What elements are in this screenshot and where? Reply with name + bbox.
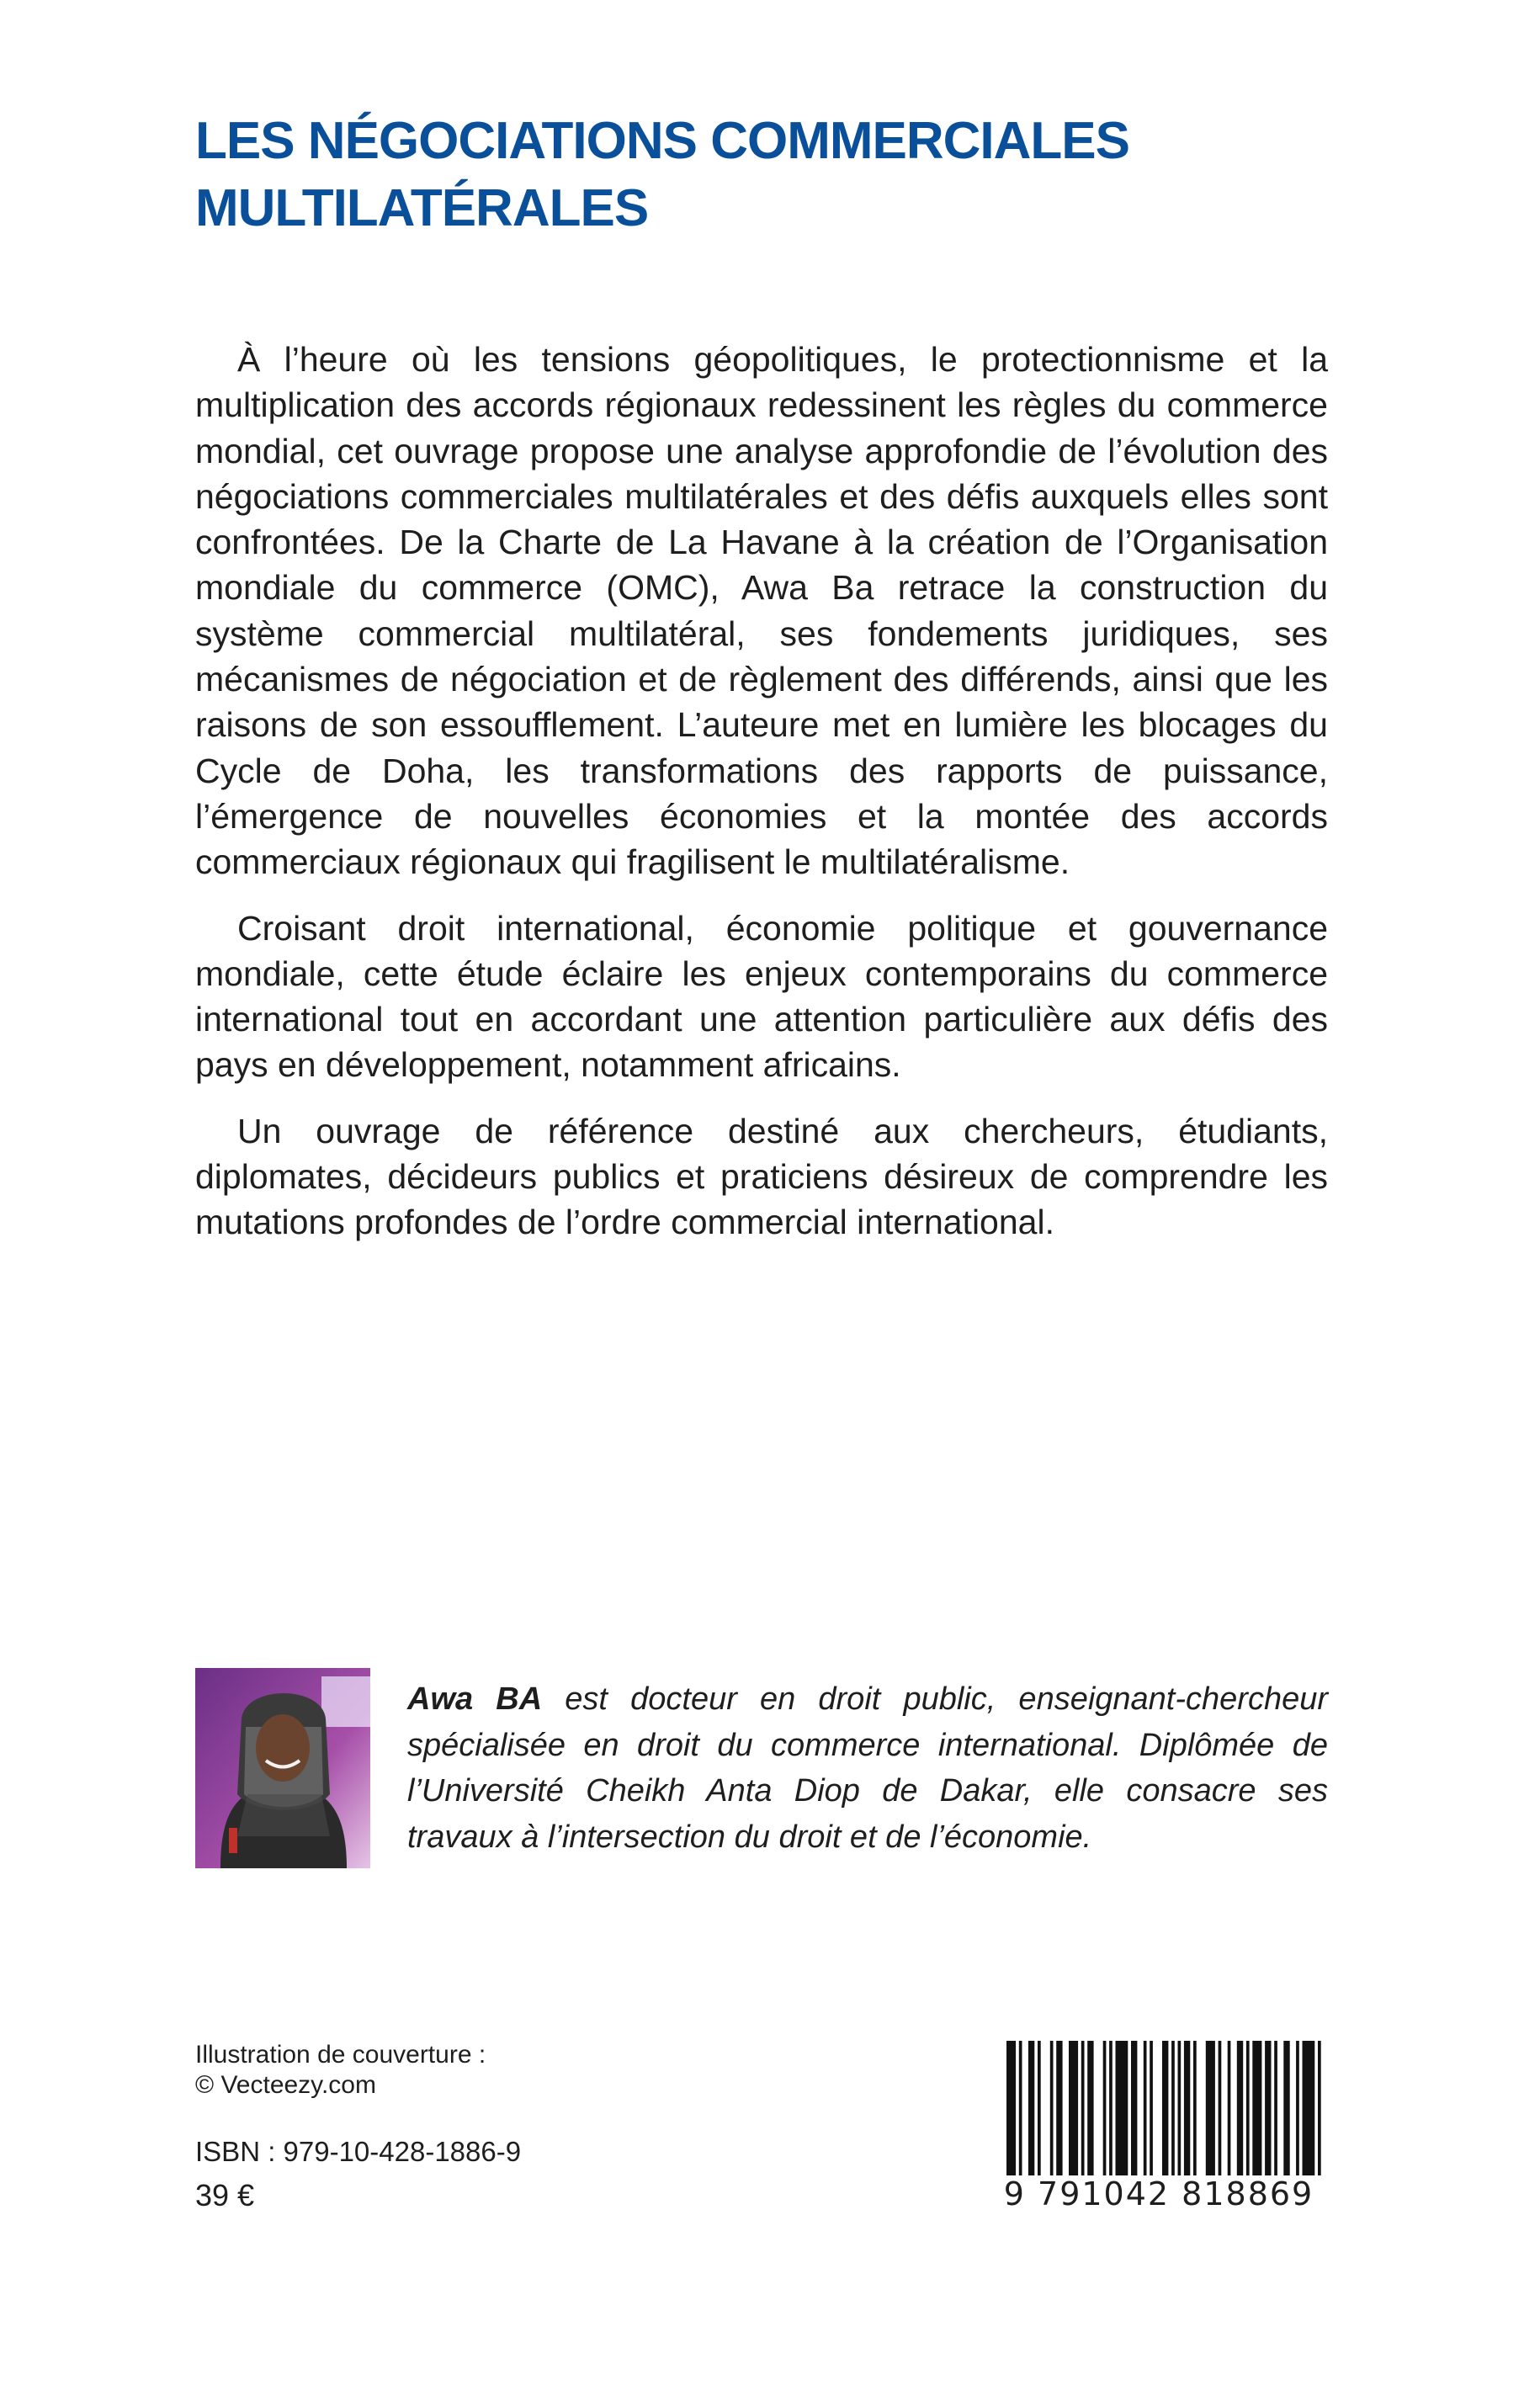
cover-illustration-credit [195,2040,486,2101]
price: 39 € [195,2178,255,2212]
barcode-bar [1131,2041,1137,2175]
barcode-bar [1081,2041,1085,2175]
author-photo [195,1668,370,1868]
blurb-paragraph-3: Un ouvrage de référence destiné aux chercheurs, étudiants, diplomates, décideurs publics et praticiens désireux de comprendre les mutations profondes de l’ordre commercial international. [195,1111,1328,1242]
barcode-bar [1246,2041,1250,2175]
barcode-bar [1252,2041,1261,2175]
barcode-bar [1103,2041,1107,2175]
barcode-bar [1184,2041,1190,2175]
book-title [195,108,1415,242]
barcode-bar [1303,2041,1315,2175]
author-bio-text: est docteur en droit public, enseignant-chercheur spécialisée en droit du commerce international. Diplômée de l’Université Cheikh Anta Diop de Dakar, elle consacre ses travaux à l’intersection du droit et de l’économie. [407,1681,1328,1855]
barcode-bar [1150,2041,1153,2175]
barcode-bar [1087,2041,1093,2175]
barcode-bar [1237,2041,1243,2175]
isbn-barcode [990,2041,1328,2222]
credit-source: © Vecteezy.com [195,2071,376,2099]
author-name: Awa BA [407,1681,543,1717]
barcode-bar [1171,2041,1175,2175]
barcode-bar [1265,2041,1271,2175]
barcode-bar [1206,2041,1215,2175]
book-title-line-2: MULTILATÉRALES [195,179,649,237]
barcode-bar [1193,2041,1197,2175]
barcode-bar [1038,2041,1041,2175]
barcode-bar [1116,2041,1128,2175]
barcode-bar [1178,2041,1182,2175]
barcode-bar [1296,2041,1299,2175]
barcode-bar [1050,2041,1054,2175]
barcode-bar [1144,2041,1147,2175]
back-cover-blurb [195,337,1328,1266]
barcode-digits: 9 791042 818869 [990,2175,1328,2212]
barcode-bar [1318,2041,1321,2175]
book-title-line-1: LES NÉGOCIATIONS COMMERCIALES [195,112,1130,170]
barcode-bar [1283,2041,1289,2175]
credit-label: Illustration de couverture : [195,2041,486,2069]
isbn: ISBN : 979-10-428-1886-9 [195,2136,522,2167]
author-portrait-image [195,1668,370,1868]
author-bio [407,1676,1328,1860]
barcode-bar [1228,2041,1231,2175]
barcode-bar [1028,2041,1034,2175]
barcode-bar [1056,2041,1062,2175]
blurb-paragraph-1: À l’heure où les tensions géopolitiques, le protectionnisme et la multiplication des accords régionaux redessinent les règles du commerce mondial, cet ouvrage propose une analyse approfondie de l’évolution des négociations commerciales multilatérales et des défis auxquels elles sont confrontées. De la Charte de La Havane à la création de l’Organisation mondiale du commerce (OMC), Awa Ba retrace la construction du système commercial multilatéral, ses fondements juridiques, ses mécanismes de négociation et de règlement des différends, ainsi que les raisons de son essoufflement. L’auteure met en lumière les blocages du Cycle de Doha, les transformations des rapports de puissance, l’émergence de nouvelles économies et la montée des accords commerciaux régionaux qui fragilisent le multilatéralisme. [195,340,1328,882]
barcode-bar [1109,2041,1113,2175]
blurb-paragraph-2: Croisant droit international, économie politique et gouvernance mondiale, cette étude éclaire les enjeux contemporains du commerce international tout en accordant une attention particulière aux défis des pays en développement, notamment africains. [195,908,1328,1085]
barcode-bar [1274,2041,1277,2175]
barcode-bar [1219,2041,1222,2175]
barcode-bar [1069,2041,1078,2175]
barcode-bar [1162,2041,1168,2175]
barcode-bar [1019,2041,1022,2175]
barcode-bar [1006,2041,1016,2175]
